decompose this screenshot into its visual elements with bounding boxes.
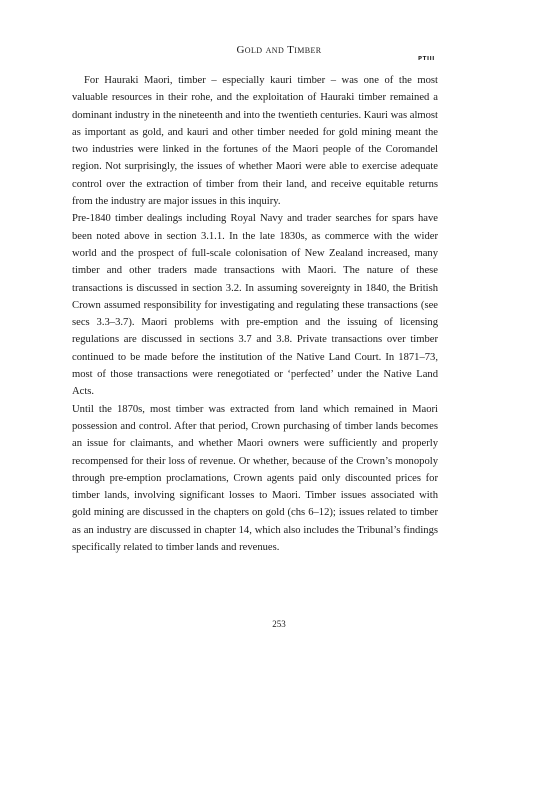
part-label: PTIII — [418, 56, 435, 62]
body-text — [72, 72, 438, 556]
running-head-title: Gold and Timber — [236, 44, 322, 56]
paragraph-3: Until the 1870s, most timber was extracted from land which remained in Maori possession and control. After that period, Crown purchasing of timber lands becomes an issue for claimants, and whether Maori owners were sufficiently and properly recompensed for their loss of revenue. Or whether, because of the Crown’s monopoly through pre-emption proclamations, Crown agents paid only discounted prices for timber lands, involving significant losses to Maori. Timber issues associated with gold mining are discussed in the chapters on gold (chs 6–12); issues related to timber as an industry are discussed in chapter 14, which also includes the Tribunal’s findings specifically related to timber lands and revenues. — [72, 403, 438, 554]
paragraph-2: Pre-1840 timber dealings including Royal Navy and trader searches for spars have been noted above in section 3.1.1. In the late 1830s, as commerce with the wider world and the prospect of full-scale colonisation of New Zealand increased, many timber and other traders made transactions with Maori. The nature of these transactions is discussed in section 3.2. In assuming sovereignty in 1840, the British Crown assumed responsibility for investigating and regulating these transactions (see secs 3.3–3.7). Maori problems with pre-emption and the issuing of licensing regulations are discussed in sections 3.7 and 3.8. Private transactions over timber continued to be made before the institution of the Native Land Court. In 1871–73, most of those transactions were renegotiated or ‘perfected’ under the Native Land Acts. — [72, 213, 438, 398]
page-number: 253 — [272, 619, 286, 629]
paragraph-1: For Hauraki Maori, timber – especially kauri timber – was one of the most valuable resources in their rohe, and the exploitation of Hauraki timber remained a dominant industry in the nineteenth and into the twentieth centuries. Kauri was almost as important as gold, and kauri and other timber needed for gold mining meant the two industries were linked in the fortunes of the Maori people of the Coromandel region. Not surprisingly, the issues of whether Maori were able to exercise adequate control over the extraction of timber from their land, and receive equitable returns from the industry are major issues in this inquiry. — [72, 75, 438, 208]
